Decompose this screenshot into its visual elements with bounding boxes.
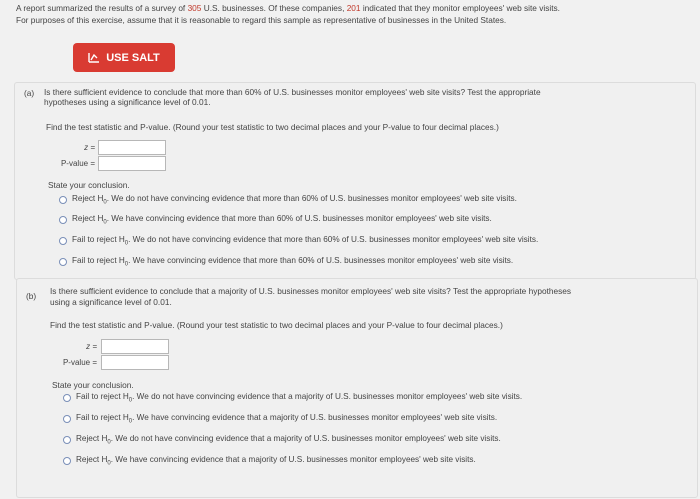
option-text: Reject $H_0$. We do not have convincing evidence that a majority of U.S. businesses monitor employees' web site visits. — [76, 434, 501, 446]
part-b-pvalue-label: P-value = — [62, 358, 97, 367]
radio-button[interactable] — [63, 457, 71, 465]
part-b-option-4[interactable] — [63, 455, 476, 467]
part-a-conclusion-label: State your conclusion. — [48, 180, 130, 190]
intro-text-line2: For purposes of this exercise, assume that it is reasonable to regard this sample as representative of businesses in the United States. — [16, 15, 507, 25]
intro-text-3: indicated that they monitor employees' web site visits. — [362, 3, 560, 13]
part-a-tag: (a) — [24, 88, 35, 98]
part-a-option-4[interactable] — [59, 256, 513, 268]
part-b-conclusion-label: State your conclusion. — [52, 380, 134, 390]
intro-text-1: A report summarized the results of a survey of — [16, 3, 186, 13]
part-b-option-1[interactable] — [63, 392, 522, 404]
option-text: Fail to reject $H_0$. We have convincing evidence that more than 60% of U.S. businesses monitor employees' web site visits. — [72, 256, 514, 268]
part-b-option-2[interactable] — [63, 413, 497, 425]
radio-button[interactable] — [59, 258, 67, 266]
option-text: Fail to reject $H_0$. We do not have convincing evidence that a majority of U.S. businesses monitor employees' web site visits. — [76, 392, 523, 404]
part-a-option-2[interactable] — [59, 214, 492, 226]
radio-button[interactable] — [63, 436, 71, 444]
radio-button[interactable] — [59, 237, 67, 245]
problem-intro — [16, 2, 696, 26]
part-a-pvalue-label: P-value = — [60, 159, 95, 168]
use-salt-button[interactable] — [73, 43, 175, 72]
option-text: Fail to reject $H_0$. We have convincing evidence that a majority of U.S. businesses monitor employees' web site visits. — [76, 413, 498, 425]
part-b-tag: (b) — [26, 291, 37, 301]
part-b-option-3[interactable] — [63, 434, 501, 446]
intro-n-monitor: 201 — [346, 3, 361, 13]
part-a-instruction: Find the test statistic and P-value. (Round your test statistic to two decimal places and your P-value to four decimal places.) — [46, 122, 499, 132]
radio-button[interactable] — [63, 394, 71, 402]
part-b-question-1: Is there sufficient evidence to conclude that a majority of U.S. businesses monitor employees' web site visits? Test the appropriate hypotheses — [50, 286, 572, 296]
salt-icon — [88, 52, 100, 63]
part-a-question-2: hypotheses using a significance level of 0.01. — [44, 97, 211, 107]
option-text: Reject $H_0$. We do not have convincing evidence that more than 60% of U.S. businesses monitor employees' web site visits. — [72, 194, 517, 206]
part-a-panel — [14, 82, 696, 280]
part-b-panel — [16, 278, 698, 498]
part-a-z-label: z = — [84, 143, 95, 152]
part-a-option-3[interactable] — [59, 235, 538, 247]
part-a-z-input[interactable] — [98, 140, 166, 155]
radio-button[interactable] — [63, 415, 71, 423]
option-text: Fail to reject $H_0$. We do not have convincing evidence that more than 60% of U.S. businesses monitor employees' web site visits. — [72, 235, 539, 247]
part-a-option-1[interactable] — [59, 194, 517, 206]
option-text: Reject $H_0$. We have convincing evidence that more than 60% of U.S. businesses monitor employees' web site visits. — [72, 214, 492, 226]
part-b-question-2: using a significance level of 0.01. — [50, 297, 172, 307]
option-text: Reject $H_0$. We have convincing evidence that a majority of U.S. businesses monitor employees' web site visits. — [76, 455, 476, 467]
part-a-pvalue-input[interactable] — [98, 156, 166, 171]
radio-button[interactable] — [59, 216, 67, 224]
part-a-question-1: Is there sufficient evidence to conclude that more than 60% of U.S. businesses monitor employees' web site visits? Test the appropriate — [44, 87, 541, 97]
intro-text-2: U.S. businesses. Of these companies, — [203, 3, 345, 13]
part-b-pvalue-input[interactable] — [101, 355, 169, 370]
use-salt-label: USE SALT — [106, 51, 160, 64]
part-b-instruction: Find the test statistic and P-value. (Round your test statistic to two decimal places and your P-value to four decimal places.) — [50, 320, 503, 330]
radio-button[interactable] — [59, 196, 67, 204]
part-b-z-input[interactable] — [101, 339, 169, 354]
part-b-z-label: z = — [86, 342, 97, 351]
intro-n-businesses: 305 — [187, 3, 202, 13]
